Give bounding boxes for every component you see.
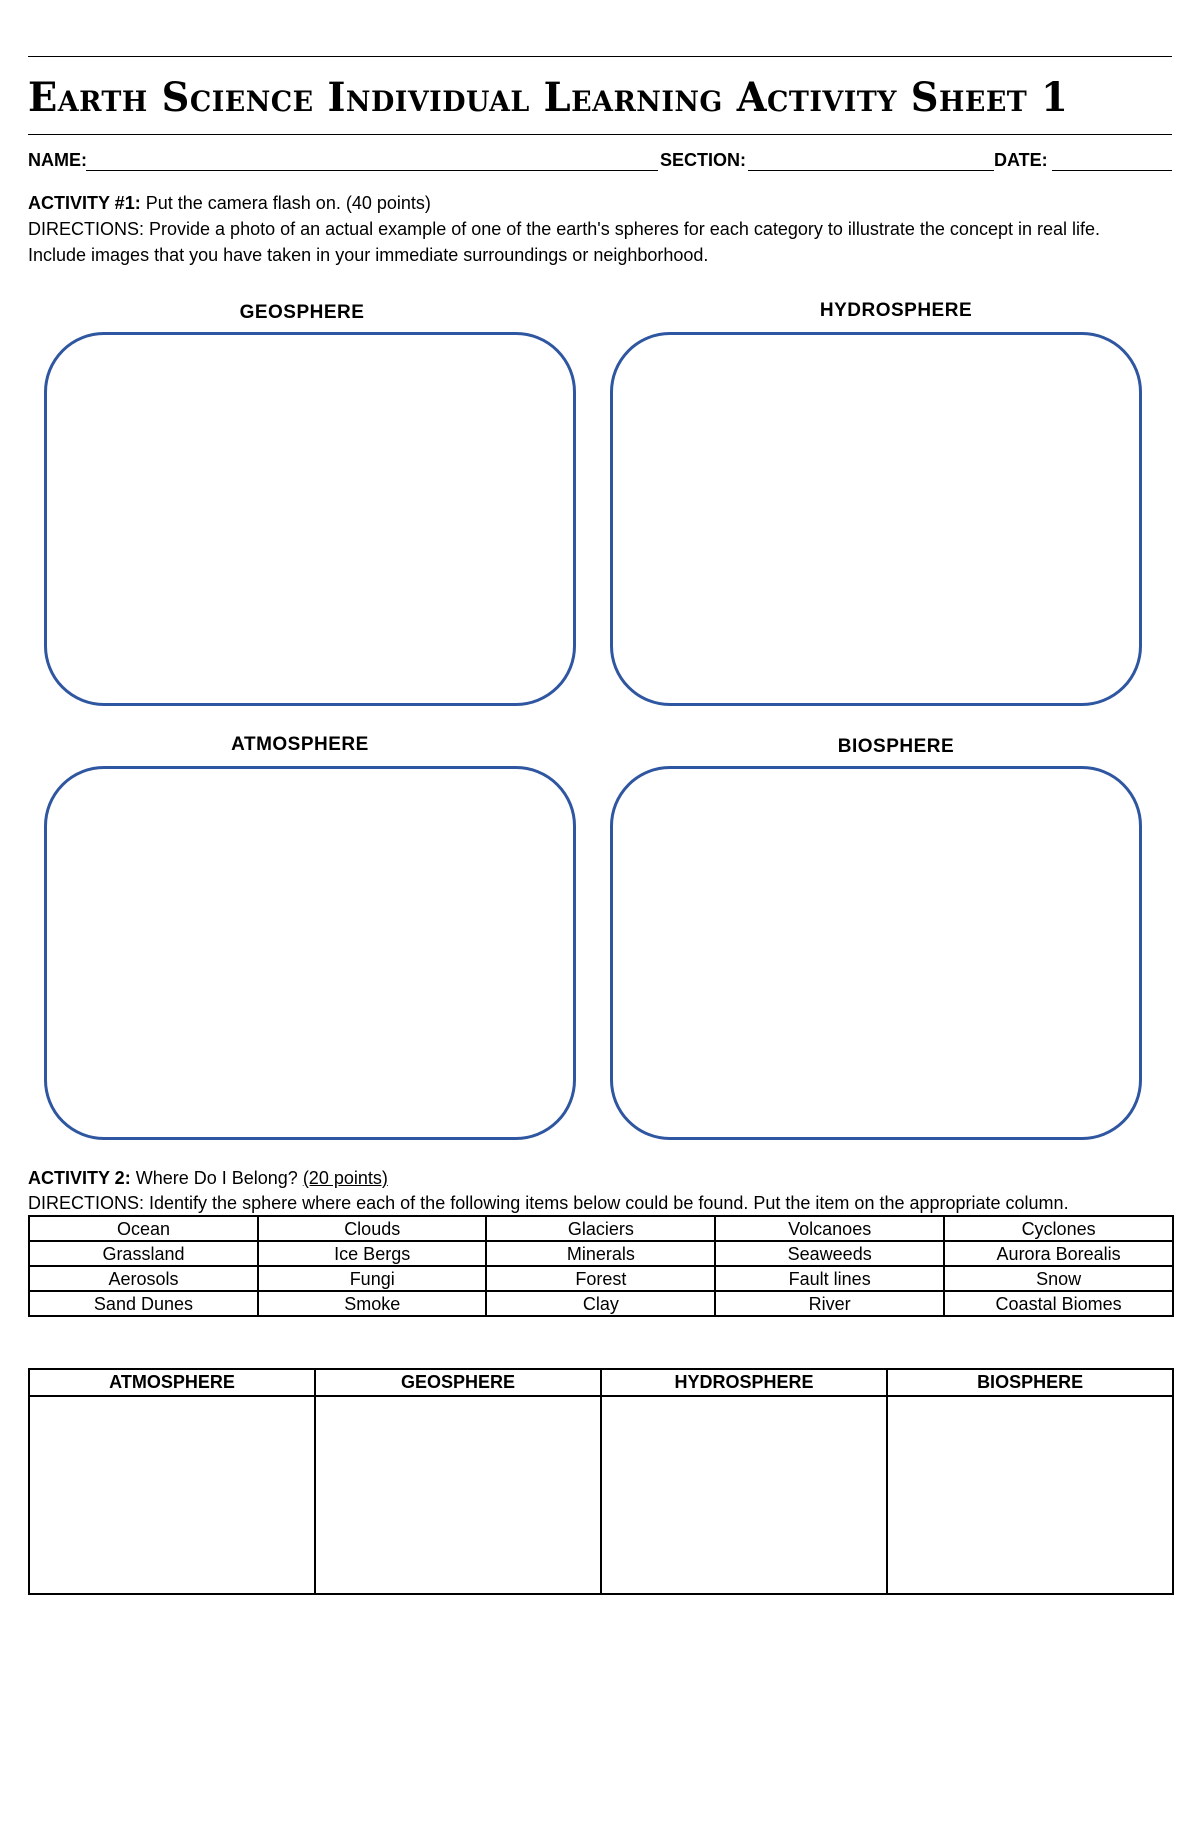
- item-cell: Snow: [944, 1266, 1173, 1291]
- biosphere-label: BIOSPHERE: [837, 736, 955, 757]
- item-cell: Fungi: [258, 1266, 487, 1291]
- item-cell: Cyclones: [944, 1216, 1173, 1241]
- items-row: [29, 1216, 1173, 1241]
- top-rule: [28, 56, 1172, 57]
- column-header-hydrosphere: HYDROSPHERE: [601, 1369, 887, 1396]
- activity1-heading: ACTIVITY #1:: [28, 193, 141, 213]
- items-row: [29, 1241, 1173, 1266]
- section-field[interactable]: [748, 170, 994, 171]
- item-cell: Grassland: [29, 1241, 258, 1266]
- activity1-subtitle: Put the camera flash on. (40 points): [145, 193, 431, 213]
- item-cell: River: [715, 1291, 944, 1316]
- activity1-directions-1: DIRECTIONS: Provide a photo of an actual example of one of the earth's spheres for each category to illustrate the concept in real life.: [28, 219, 1101, 239]
- name-label: NAME:: [28, 150, 87, 170]
- column-header-atmosphere: ATMOSPHERE: [29, 1369, 315, 1396]
- item-cell: Coastal Biomes: [944, 1291, 1173, 1316]
- sorting-table: [28, 1368, 1174, 1595]
- section-label: SECTION:: [660, 150, 747, 170]
- item-cell: Ice Bergs: [258, 1241, 487, 1266]
- activity1-instructions: [28, 190, 1178, 268]
- items-row: [29, 1291, 1173, 1316]
- item-cell: Aurora Borealis: [944, 1241, 1173, 1266]
- activity2-heading: ACTIVITY 2:: [28, 1168, 131, 1188]
- atmosphere-answer-cell[interactable]: [29, 1396, 315, 1594]
- item-cell: Aerosols: [29, 1266, 258, 1291]
- sorting-header-row: [29, 1369, 1173, 1396]
- name-field[interactable]: [86, 170, 658, 171]
- activity1-directions-2: Include images that you have taken in your immediate surroundings or neighborhood.: [28, 245, 709, 265]
- activity2-points: (20 points): [302, 1168, 388, 1188]
- hydrosphere-answer-cell[interactable]: [601, 1396, 887, 1594]
- activity2-subtitle: Where Do I Belong?: [135, 1168, 298, 1188]
- item-cell: Fault lines: [715, 1266, 944, 1291]
- item-cell: Ocean: [29, 1216, 258, 1241]
- title-underline: [28, 134, 1172, 135]
- item-cell: Sand Dunes: [29, 1291, 258, 1316]
- activity2-title-line: [28, 1166, 1178, 1191]
- biosphere-photo-box[interactable]: [610, 766, 1142, 1140]
- biosphere-answer-cell[interactable]: [887, 1396, 1173, 1594]
- geosphere-answer-cell[interactable]: [315, 1396, 601, 1594]
- item-cell: Smoke: [258, 1291, 487, 1316]
- date-field[interactable]: [1052, 170, 1172, 171]
- atmosphere-photo-box[interactable]: [44, 766, 576, 1140]
- activity2-directions: DIRECTIONS: Identify the sphere where each of the following items below could be found. Put the item on the appropriate column.: [28, 1193, 1069, 1213]
- item-cell: Clouds: [258, 1216, 487, 1241]
- column-header-geosphere: GEOSPHERE: [315, 1369, 601, 1396]
- geosphere-photo-box[interactable]: [44, 332, 576, 706]
- item-cell: Volcanoes: [715, 1216, 944, 1241]
- hydrosphere-label: HYDROSPHERE: [819, 300, 973, 321]
- activity2-instructions: [28, 1166, 1178, 1216]
- item-cell: Minerals: [486, 1241, 715, 1266]
- page-title: Earth Science Individual Learning Activity Sheet 1: [28, 74, 1069, 121]
- atmosphere-label: ATMOSPHERE: [231, 734, 369, 755]
- item-cell: Forest: [486, 1266, 715, 1291]
- activity1-title-line: [28, 190, 1178, 216]
- item-cell: Clay: [486, 1291, 715, 1316]
- student-info-row: [28, 150, 1172, 178]
- item-cell: Glaciers: [486, 1216, 715, 1241]
- column-header-biosphere: BIOSPHERE: [887, 1369, 1173, 1396]
- date-label: DATE:: [994, 150, 1048, 170]
- items-row: [29, 1266, 1173, 1291]
- items-table: [28, 1215, 1174, 1317]
- item-cell: Seaweeds: [715, 1241, 944, 1266]
- geosphere-label: GEOSPHERE: [239, 302, 365, 323]
- sorting-answer-row: [29, 1396, 1173, 1594]
- hydrosphere-photo-box[interactable]: [610, 332, 1142, 706]
